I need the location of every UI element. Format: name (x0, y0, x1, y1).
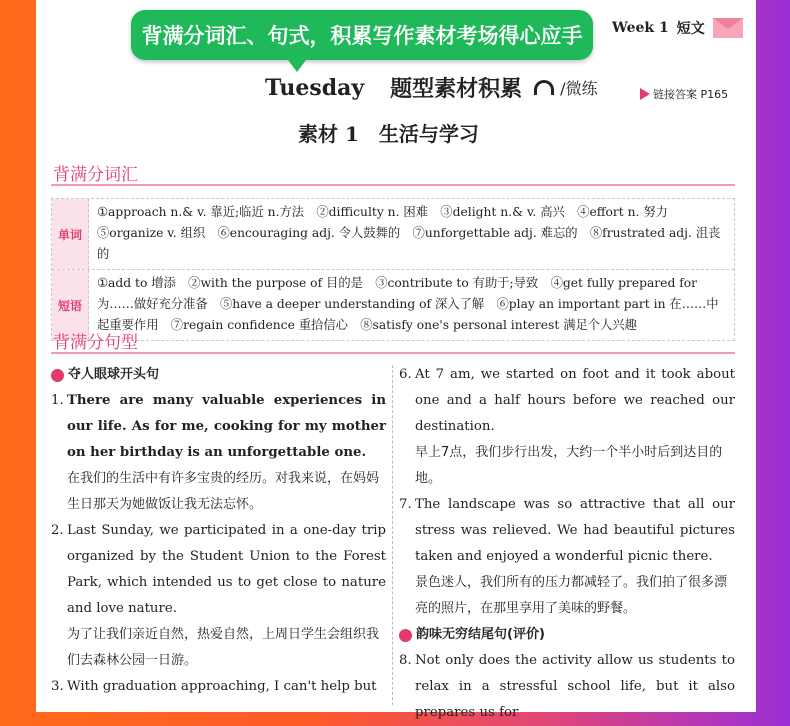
headphone-icon (534, 80, 554, 95)
answer-link[interactable] (640, 86, 728, 102)
item-chinese: 早上7点，我们步行出发，大约一个半小时后到达目的地。 (415, 445, 723, 486)
day-label: Tuesday (265, 74, 365, 101)
item-english: The landscape was so attractive that all our stress was relieved. We had beautiful pictures taken and enjoyed a wonderful picnic there. (415, 497, 735, 564)
subhead-ending (399, 622, 735, 648)
item-number: 6. (399, 367, 412, 382)
subhead-ending-text: 韵味无穷结尾句(评价) (416, 627, 545, 642)
item-english: Last Sunday, we participated in a one-day trip organized by the Student Union to the Forest Park, which intended us to get close to nature and love nature. (67, 523, 386, 616)
vocab-words-text: ①approach n.& v. 靠近;临近 n.方法 ②difficulty n. 困难 ③delight n.& v. 高兴 ④effort n. 努力 ⑤organize v. 组织 ⑥encouraging adj. 令人鼓舞的 ⑦unforgettable adj. 难忘的 ⑧frustrated adj. 沮丧的 (97, 205, 721, 261)
item-number: 1. (51, 393, 64, 408)
vocab-phrases-text: ①add to 增添 ②with the purpose of 目的是 ③contribute to 有助于;导致 ④get fully prepared for 为……做好充分准备 ⑤have a deeper understanding of 深入了解 ⑥play an important part in 在……中起重要作用 ⑦regain confidence 重拾信心 ⑧satisfy one's personal interest 满足个人兴趣 (97, 276, 719, 332)
banner-text: 背满分词汇、句式，积累写作素材考场得心应手 (141, 24, 583, 48)
item-english: With graduation approaching, I can't help but (67, 679, 377, 694)
column-divider (392, 365, 393, 705)
envelope-icon (713, 18, 743, 38)
bulb-icon (51, 369, 64, 382)
banner-bubble (131, 10, 593, 60)
item-chinese: 在我们的生活中有许多宝贵的经历。对我来说，在妈妈生日那天为她做饭让我无法忘怀。 (67, 471, 380, 512)
title-sub: /微练 (560, 79, 598, 98)
item-chinese: 景色迷人，我们所有的压力都减轻了。我们拍了很多漂亮的照片，在那里享用了美味的野餐。 (415, 575, 728, 616)
item-number: 2. (51, 523, 64, 538)
sentence-item (399, 492, 735, 570)
item-english: At 7 am, we started on foot and it took about one and a half hours before we reached our destination. (415, 367, 735, 434)
right-column (399, 362, 735, 726)
vocab-label-phrases: 短语 (52, 270, 89, 340)
item-number: 3. (51, 679, 64, 694)
arrow-icon (640, 88, 650, 100)
answer-link-text: 链接答案 P165 (653, 88, 729, 101)
week-number: Week 1 (612, 20, 669, 36)
left-column (51, 362, 386, 700)
item-chinese: 为了让我们亲近自然，热爱自然，上周日学生会组织我们去森林公园一日游。 (67, 627, 380, 668)
vocab-heading: 背满分词汇 (53, 165, 138, 185)
page-title (265, 72, 598, 103)
sentence-item (399, 362, 735, 440)
item-number: 8. (399, 653, 412, 668)
subhead-opening-text: 夺人眼球开头句 (68, 367, 160, 382)
week-label (612, 18, 743, 38)
sentence-item (51, 518, 386, 622)
vocab-row-phrases (52, 269, 734, 340)
subhead-opening (51, 362, 386, 388)
week-topic: 短文 (676, 21, 705, 37)
title-text: 题型素材积累 (390, 76, 523, 102)
sentence-item (399, 648, 735, 726)
item-number: 7. (399, 497, 412, 512)
material-title: 素材 1 生活与学习 (298, 122, 479, 146)
vocab-table (51, 198, 735, 341)
banner-tail (285, 56, 309, 72)
vocab-row-words (52, 199, 734, 269)
sentence-item (51, 388, 386, 466)
sentence-heading: 背满分句型 (53, 333, 138, 353)
vocab-label-words: 单词 (52, 199, 89, 269)
vocab-divider (51, 184, 735, 186)
sentence-item (51, 674, 386, 700)
item-english: There are many valuable experiences in our life. As for me, cooking for my mother on her birthday is an unforgettable one. (67, 393, 386, 460)
item-english: Not only does the activity allow us students to relax in a stressful school life, but it also prepares us for (415, 653, 735, 720)
sentence-divider (51, 352, 735, 354)
bulb-icon (399, 629, 412, 642)
